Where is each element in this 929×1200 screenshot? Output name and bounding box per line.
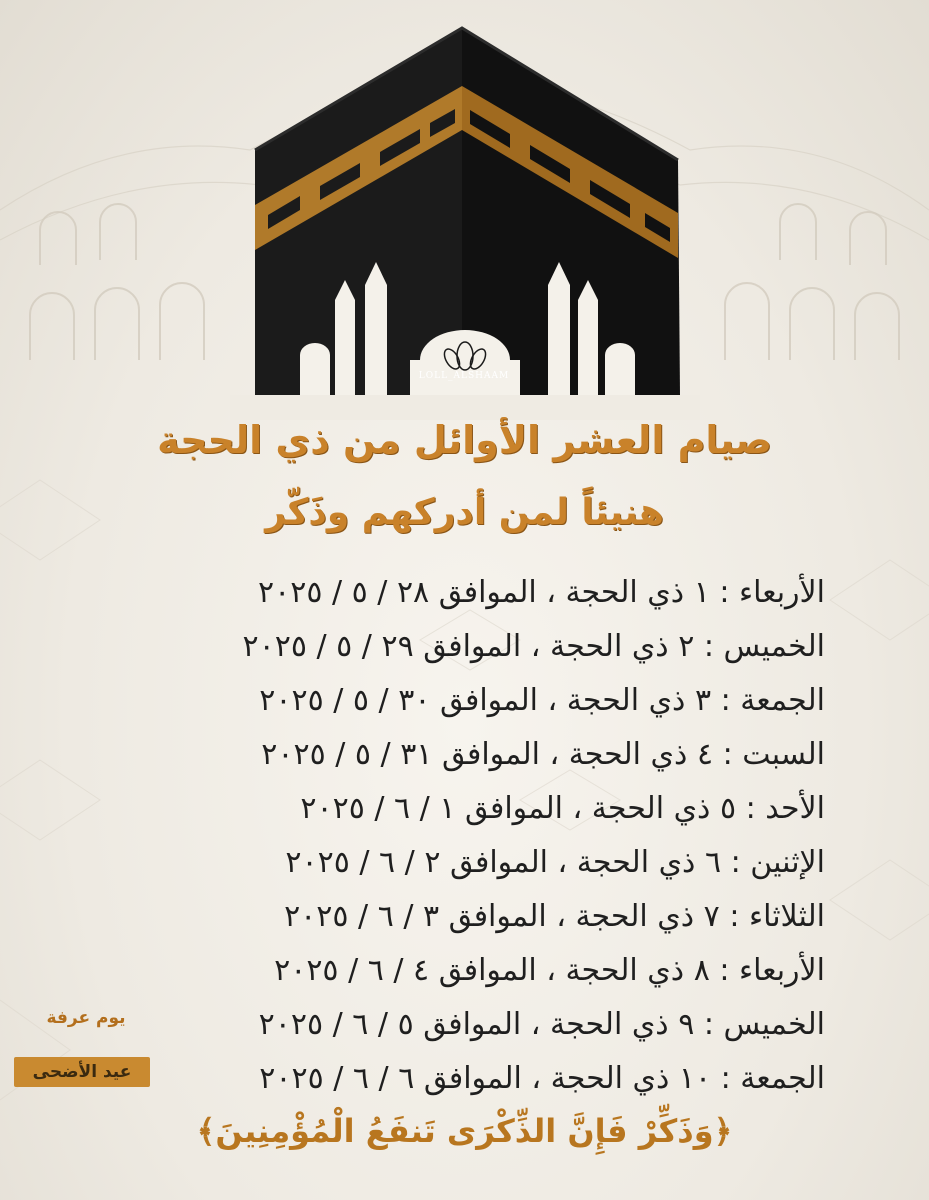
schedule-row-7: الثلاثاء : ٧ ذي الحجة ، الموافق ٣ / ٦ / ٢٠٢٥ xyxy=(284,899,825,934)
schedule-row-2: الخميس : ٢ ذي الحجة ، الموافق ٢٩ / ٥ / ٢٠٢٥ xyxy=(242,629,825,664)
eid-badge: عيد الأضحى xyxy=(14,1057,150,1087)
main-title: صيام العشر الأوائل من ذي الحجة xyxy=(157,418,772,462)
subtitle: هنيئاً لمن أدركهم وذَكّر xyxy=(265,492,664,533)
arafah-badge: يوم عرفة xyxy=(46,1008,126,1028)
schedule-row-3: الجمعة : ٣ ذي الحجة ، الموافق ٣٠ / ٥ / ٢٠٢٥ xyxy=(259,683,825,718)
schedule-row-5: الأحد : ٥ ذي الحجة ، الموافق ١ / ٦ / ٢٠٢٥ xyxy=(300,791,825,826)
schedule-row-6: الإثنين : ٦ ذي الحجة ، الموافق ٢ / ٦ / ٢٠٢٥ xyxy=(285,845,825,880)
schedule-row-9: الخميس : ٩ ذي الحجة ، الموافق ٥ / ٦ / ٢٠٢٥ xyxy=(258,1007,825,1042)
logo-text: LOLL_ALSHAAM xyxy=(418,371,510,381)
schedule-row-1: الأربعاء : ١ ذي الحجة ، الموافق ٢٨ / ٥ / ٢٠٢٥ xyxy=(257,575,825,610)
kaaba-illustration xyxy=(0,0,929,420)
quran-verse: ﴿وَذَكِّرْ فَإِنَّ الذِّكْرَى تَنفَعُ الْمُؤْمِنِينَ﴾ xyxy=(196,1112,733,1150)
schedule-row-8: الأربعاء : ٨ ذي الحجة ، الموافق ٤ / ٦ / ٢٠٢٥ xyxy=(274,953,825,988)
schedule-row-4: السبت : ٤ ذي الحجة ، الموافق ٣١ / ٥ / ٢٠٢٥ xyxy=(261,737,825,772)
schedule-row-10: الجمعة : ١٠ ذي الحجة ، الموافق ٦ / ٦ / ٢٠٢٥ xyxy=(259,1061,825,1096)
